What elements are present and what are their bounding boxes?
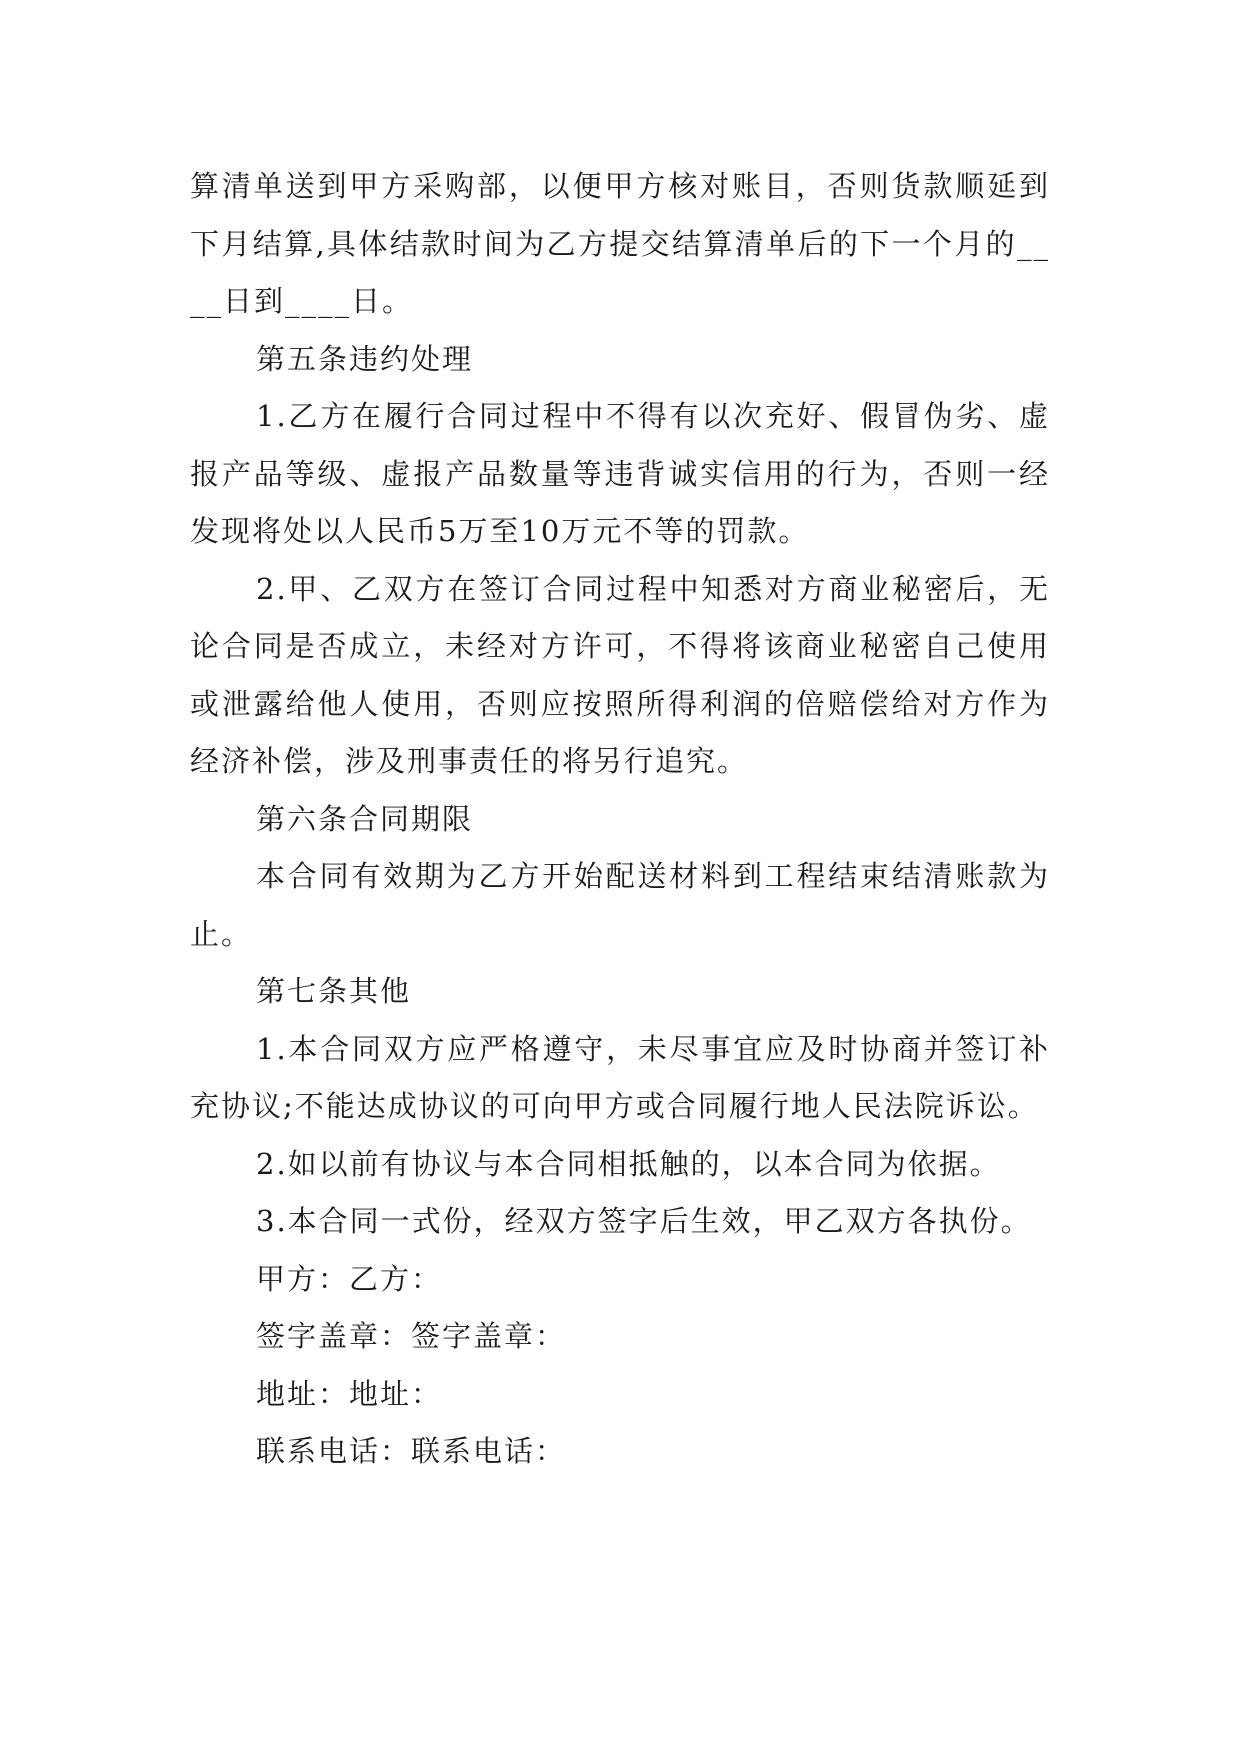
article-6-body: 本合同有效期为乙方开始配送材料到工程结束结清账款为止。 [190,859,1050,951]
article-5-clause-2: 2.甲、乙双方在签订合同过程中知悉对方商业秘密后，无论合同是否成立，未经对方许可，不得将该商业秘密自己使用或泄露给他人使用，否则应按照所得利润的倍赔偿给对方作为经济补偿，涉及刑事责任的将另行追究。 [190,571,1050,778]
article-5-clause-1: 1.乙方在履行合同过程中不得有以次充好、假冒伪劣、虚报产品等级、虚报产品数量等违背诚实信用的行为，否则一经发现将处以人民币5万至10万元不等的罚款。 [190,399,1050,548]
signature-field: 签字盖章：签字盖章： [256,1319,567,1353]
article-7-clause-1: 1.本合同双方应严格遵守，未尽事宜应及时协商并签订补充协议;不能达成协议的可向甲方或合同履行地人民法院诉讼。 [190,1031,1050,1123]
article-7-clause-2: 2.如以前有协议与本合同相抵触的，以本合同为依据。 [256,1146,1001,1181]
payment-terms-continuation: 算清单送到甲方采购部，以便甲方核对账目，否则货款顺延到下月结算,具体结款时间为乙方提交结算清单后的下一个月的____日到____日。 [190,169,1050,318]
article-7-heading: 第七条其他 [256,974,412,1008]
address-field: 地址：地址： [256,1376,443,1411]
parties-field: 甲方：乙方： [256,1261,443,1296]
article-7-clause-3: 3.本合同一式份，经双方签字后生效，甲乙双方各执份。 [256,1204,1032,1238]
article-6-heading: 第六条合同期限 [256,801,474,836]
article-5-heading: 第五条违约处理 [256,341,474,376]
phone-field: 联系电话：联系电话： [256,1434,567,1468]
contract-body [190,158,1050,1481]
